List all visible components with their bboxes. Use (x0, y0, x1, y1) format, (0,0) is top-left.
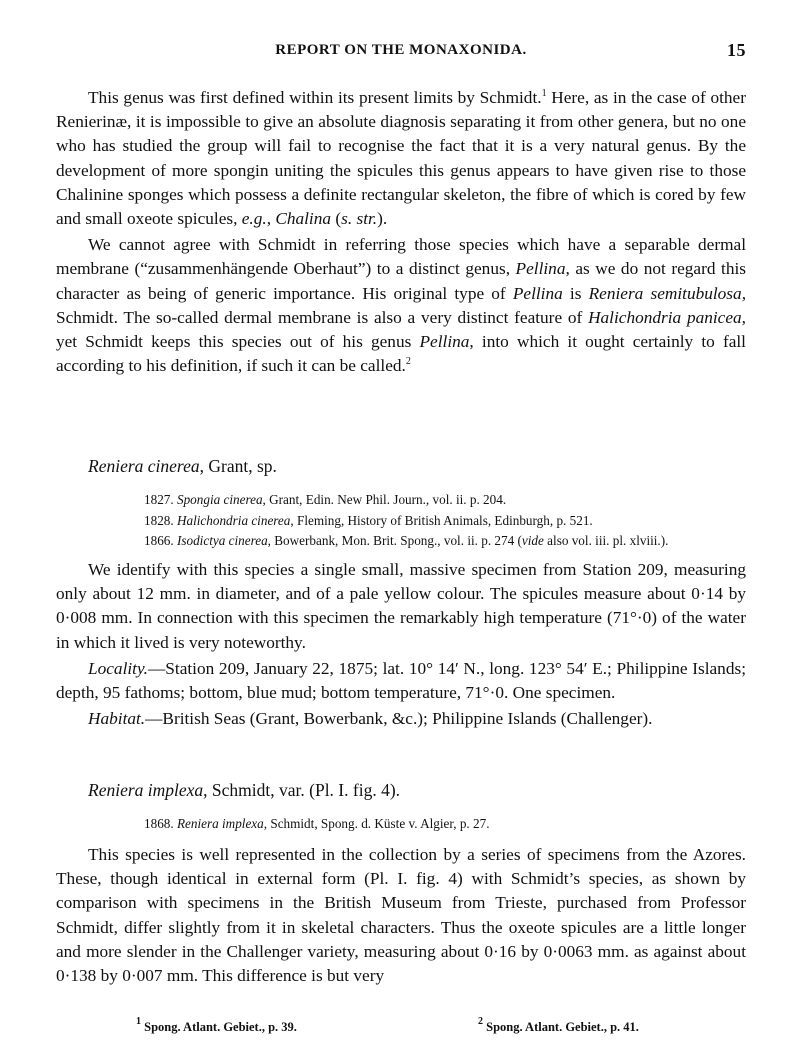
species2-name: Reniera implexa (88, 780, 204, 800)
running-title: REPORT ON THE MONAXONIDA. (275, 42, 527, 58)
intro-p1-paren-close: ). (377, 209, 388, 229)
habitat-label: Habitat. (88, 709, 146, 729)
page-number: 15 (727, 40, 746, 60)
footnote-2-mark: 2 (478, 1016, 483, 1027)
intro-p1-eg: e.g. (241, 209, 267, 229)
intro-p1-sstr: s. str. (341, 209, 378, 229)
footnote-2-text: Spong. Atlant. Gebiet., p. 41. (483, 1020, 639, 1034)
species1-body (56, 558, 746, 655)
footnote-ref-2: 2 (405, 356, 411, 368)
intro-p2-e: , yet Schmidt keeps this species out of his genus (56, 307, 746, 352)
species2-synonymy (144, 814, 764, 835)
intro-p1-paren-open: ( (331, 209, 342, 229)
synonym-ref: , Grant, Edin. New Phil. Journ., vol. ii. p. 204. (262, 492, 507, 507)
species1-synonymy (144, 490, 764, 552)
intro-p2-f: , into which it ought certainly to fall according to his definition, if such it can be called. (56, 332, 746, 376)
synonym-ref: , Fleming, History of British Animals, Edinburgh, p. 521. (290, 512, 593, 528)
intro-p2-halichondria: Halichondria panicea (588, 307, 742, 327)
footnote-ref-1: 1 (541, 88, 547, 99)
synonym-name: Halichondria cinerea (176, 512, 291, 528)
synonym-year: 1828. (144, 512, 174, 528)
species2-authority: , Schmidt, var. (Pl. I. fig. 4). (203, 780, 401, 800)
species2-body-text: This species is well represented in the collection by a series of specimens from the Azores. These, though identical in external form (Pl. I. fig. 4) with Schmidt’s species, as shown by comparison with specimens in the British Museum from Trieste, purchased from Professor Schmidt, differ slightly from it in skeletal characters. Thus the oxeote spicules are a little longer and more slender in the Challenger variety, measuring about 0·16 by 0·0063 mm. as against about 0·138 by 0·007 mm. This difference is but very (56, 845, 746, 986)
species1-name: Reniera cinerea (88, 456, 200, 476)
footnote-1-text: Spong. Atlant. Gebiet., p. 39. (141, 1020, 297, 1034)
synonym-year: 1827. (144, 492, 174, 507)
intro-p2-a: We cannot agree with Schmidt in referring those species which have a separable dermal membrane (“zusammenhängende Oberhaut”) to a distinct genus, (56, 235, 746, 279)
synonym-year: 1866. (144, 533, 174, 549)
intro-paragraph-1 (56, 86, 746, 231)
intro-section (56, 86, 746, 380)
intro-p1-text2: Here, as in the case of other Renierinæ, it is impossible to give an absolute diagnosis separating it from other genera, but no one who has studied the group will fail to recognise the fact that it is a very natural genus. By the development of more spongin uniting the spicules this genus appears to have given rise to those Chalinine sponges which possess a definite rectangular skeleton, the fibre of which is cored by few and small oxeote spicules, (56, 88, 746, 229)
intro-p1-text: This genus was first defined within its present limits by Schmidt. (88, 88, 542, 107)
intro-p2-b: , as we do not regard this character as being of generic importance. His original type of (56, 259, 746, 303)
species2-body (56, 843, 746, 988)
intro-p2-reniera: Reniera semitubulosa (588, 283, 742, 303)
intro-paragraph-2 (56, 233, 746, 378)
species1-authority: , Grant, sp. (199, 456, 277, 476)
species2-description (56, 843, 746, 990)
synonym-year: 1868. (144, 816, 174, 831)
locality-label: Locality. (88, 658, 149, 678)
locality-text: —Station 209, January 22, 1875; lat. 10° 14′ N., long. 123° 54′ E.; Philippine Islands; depth, 95 fathoms; bottom, blue mud; bottom temperature, 71°·0. One specimen. (56, 658, 746, 703)
footnotes (0, 1016, 800, 1038)
intro-p2-d: , Schmidt. The so-called dermal membrane is also a very distinct feature of (56, 283, 747, 327)
synonym-row (144, 814, 764, 835)
species1-habitat (56, 707, 746, 731)
synonym-ref-2: also vol. iii. pl. xlviii.). (543, 533, 669, 549)
species-heading-reniera-cinerea (88, 456, 277, 477)
synonym-name: Spongia cinerea (176, 492, 263, 507)
habitat-text: —British Seas (Grant, Bowerbank, &c.); Philippine Islands (Challenger). (145, 709, 653, 729)
synonym-vide: vide (521, 533, 544, 549)
synonym-row (144, 490, 764, 511)
synonym-name: Reniera implexa (176, 816, 264, 831)
species1-locality (56, 657, 746, 705)
intro-p1-chalina: Chalina (275, 209, 332, 229)
footnote-1 (136, 1016, 297, 1035)
synonym-ref: , Schmidt, Spong. d. Küste v. Algier, p. 27. (263, 816, 490, 831)
running-header (56, 42, 746, 64)
synonym-row (144, 531, 764, 552)
synonym-ref: , Bowerbank, Mon. Brit. Spong., vol. ii. p. 274 ( (267, 533, 522, 549)
species-heading-reniera-implexa (88, 780, 400, 801)
footnote-1-mark: 1 (136, 1016, 141, 1027)
species1-body-text: We identify with this species a single small, massive specimen from Station 209, measuring only about 12 mm. in diameter, and of a pale yellow colour. The spicules measure about 0·14 by 0·008 mm. In connection with this specimen the remarkably high temperature (71°·0) of the water in which it lived is very noteworthy. (56, 560, 746, 652)
intro-p2-pellina-3: Pellina (419, 332, 470, 352)
synonym-name: Isodictya cinerea (176, 533, 268, 549)
species1-description (56, 558, 746, 733)
intro-p2-pellina-2: Pellina (512, 283, 563, 303)
footnote-2 (478, 1016, 639, 1035)
intro-p2-c: is (562, 283, 589, 303)
intro-p2-pellina-1: Pellina (515, 259, 566, 279)
intro-p1-comma: , (266, 209, 276, 229)
synonym-row (144, 511, 764, 532)
